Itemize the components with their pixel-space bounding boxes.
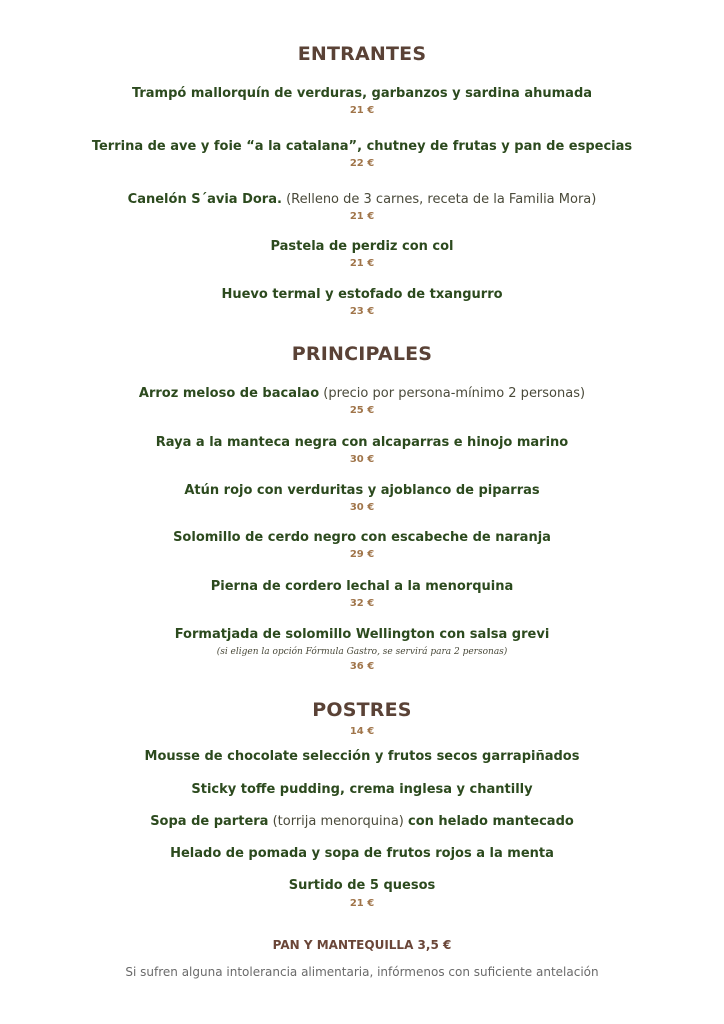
dish-price: 21 € [349, 105, 375, 116]
dish-price: 36 € [349, 661, 375, 672]
dessert-name: Sopa de partera (torrija menorquina) con helado mantecado [150, 814, 574, 829]
dish-detail: (torrija menorquina) [272, 814, 404, 829]
dish-name: Canelón S´avia Dora. (Relleno de 3 carnes, receta de la Familia Mora) [127, 192, 597, 207]
dish-price: 25 € [349, 405, 375, 416]
dish-price: 21 € [349, 211, 375, 222]
section-title-postres: POSTRES [312, 699, 412, 721]
dish-price: 21 € [349, 258, 375, 269]
dish-price: 21 € [349, 898, 375, 909]
dish-price: 30 € [349, 454, 375, 465]
dish-price: 29 € [349, 549, 375, 560]
dish-name: Terrina de ave y foie “a la catalana”, chutney de frutas y pan de especias [91, 139, 633, 154]
dish-price: 23 € [349, 306, 375, 317]
dish-price: 32 € [349, 598, 375, 609]
section-title-principales: PRINCIPALES [291, 343, 433, 365]
dessert-name: Mousse de chocolate selección y frutos secos garrapiñados [144, 749, 580, 764]
dish-name: Raya a la manteca negra con alcaparras e hinojo marino [155, 435, 569, 450]
dish-name: Pierna de cordero lechal a la menorquina [210, 579, 514, 594]
dessert-name: Sticky toffe pudding, crema inglesa y chantilly [191, 782, 533, 797]
dish-name: Formatjada de solomillo Wellington con salsa grevi [174, 627, 550, 642]
dish-name: Huevo termal y estofado de txangurro [221, 287, 503, 302]
dish-name: Trampó mallorquín de verduras, garbanzos y sardina ahumada [131, 86, 593, 101]
dish-detail: (Relleno de 3 carnes, receta de la Familia Mora) [286, 192, 597, 207]
dish-note: (si eligen la opción Fórmula Gastro, se servirá para 2 personas) [216, 647, 508, 657]
dish-price: 30 € [349, 502, 375, 513]
dessert-name: Surtido de 5 quesos [288, 878, 436, 893]
dish-price: 22 € [349, 158, 375, 169]
dish-detail: (precio por persona-mínimo 2 personas) [323, 386, 586, 401]
section-title-entrantes: ENTRANTES [297, 43, 427, 65]
dessert-name: Helado de pomada y sopa de frutos rojos a la menta [170, 846, 554, 861]
allergy-notice: Si sufren alguna intolerancia alimentaria, infórmenos con suficiente antelación [125, 965, 599, 979]
dish-name: Arroz meloso de bacalao (precio por persona-mínimo 2 personas) [138, 386, 586, 401]
dish-name: Pastela de perdiz con col [270, 239, 454, 254]
postres-price: 14 € [349, 726, 375, 737]
dish-name: Solomillo de cerdo negro con escabeche de naranja [173, 530, 551, 545]
dish-name: Atún rojo con verduritas y ajoblanco de piparras [184, 483, 540, 498]
bread-and-butter: PAN Y MANTEQUILLA 3,5 € [272, 938, 452, 952]
